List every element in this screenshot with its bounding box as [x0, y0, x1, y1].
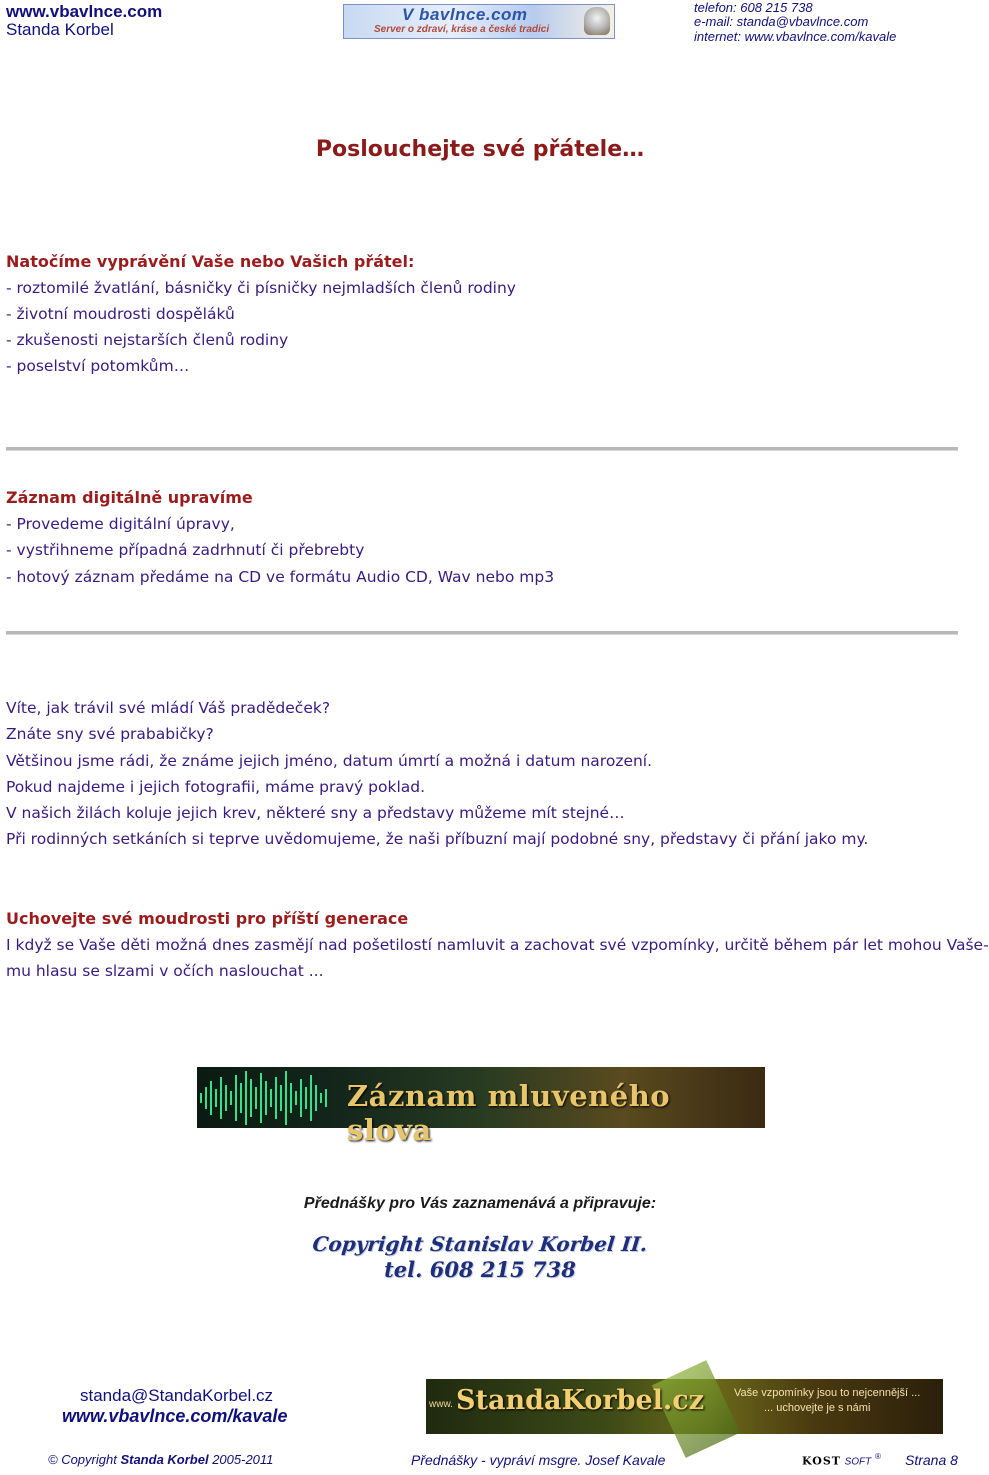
section2-line: - hotový záznam předáme na CD ve formátu Audio CD, Wav nebo mp3 [6, 568, 555, 586]
audio-banner [197, 1067, 765, 1147]
section4-line: I když se Vaše děti možná dnes zasmějí nad pošetilostí namluvit a zachovat své vzpomínky, určitě během pár let mohou Vaše- [6, 936, 989, 954]
footer-web: www.vbavlnce.com/kavale [62, 1406, 288, 1426]
divider [6, 631, 958, 635]
section1-line: - poselství potomkům… [6, 357, 190, 375]
footer-email: standa@StandaKorbel.cz [80, 1386, 274, 1405]
section3-line: Pokud najdeme i jejich fotografii, máme pravý poklad. [6, 778, 426, 796]
divider [6, 447, 958, 451]
registered-icon: ® [874, 1452, 881, 1461]
header-email: e-mail: standa@vbavlnce.com [694, 14, 869, 29]
section2-heading: Záznam digitálně upravíme [6, 488, 253, 507]
section3-line: Víte, jak trávil své mládí Váš pradědeček? [6, 699, 331, 717]
audio-banner-text: Záznam mluveného slova [347, 1079, 671, 1147]
copyright-years: 2005-2011 [212, 1452, 274, 1467]
header-phone: telefon: 608 215 738 [694, 0, 813, 15]
section2-line: - vystřihneme případná zadrhnutí či přebrebty [6, 541, 365, 559]
presenter-line: Přednášky pro Vás zaznamenává a připravuje: [303, 1195, 657, 1212]
section1-line: - roztomilé žvatlání, básničky či písničky nejmladších členů rodiny [6, 279, 516, 297]
footer-kost-logo [802, 1452, 881, 1467]
section3-line: Znáte sny své prababičky? [6, 725, 214, 743]
section3-line: Při rodinných setkáních si teprve uvědomujeme, že naši příbuzní mají podobné sny, představy či přání jako my. [6, 830, 869, 848]
footer-banner-tagline: Vaše vzpomínky jsou to nejcennější ... [734, 1387, 921, 1399]
cat-icon [584, 7, 610, 35]
header-banner-subtitle: Server o zdraví, kráse a české tradici [374, 24, 550, 35]
header-banner [343, 4, 615, 39]
copyright-signature: Copyright Stanislav Korbel II. [311, 1232, 649, 1256]
footer-banner-title: StandaKorbel.cz [456, 1385, 705, 1416]
section4-line: mu hlasu se slzami v očích naslouchat ... [6, 962, 324, 980]
footer-banner [426, 1379, 943, 1434]
copyright-prefix: © Copyright [48, 1452, 117, 1467]
header-banner-title: V bavlnce.com [402, 5, 528, 24]
footer-copyright [48, 1452, 273, 1467]
header-site: www.vbavlnce.com [6, 2, 163, 21]
page-number: Strana 8 [905, 1452, 958, 1468]
soft-logo-text: SOFT [844, 1456, 872, 1468]
section2-line: - Provedeme digitální úpravy, [6, 515, 235, 533]
section1-line: - životní moudrosti dospěláků [6, 305, 235, 323]
page-title: Poslouchejte své přátele… [315, 137, 645, 162]
section3-line: Většinou jsme rádi, že známe jejich jméno, datum úmrtí a možná i datum narození. [6, 752, 653, 770]
copyright-name: Standa Korbel [120, 1452, 209, 1467]
header-web: internet: www.vbavlnce.com/kavale [694, 29, 897, 44]
header-name: Standa Korbel [6, 20, 114, 39]
kost-logo-text: KOST [802, 1454, 841, 1468]
footer-banner-prefix: www. [429, 1399, 453, 1410]
section1-heading: Natočíme vyprávění Vaše nebo Vašich přátel: [6, 252, 415, 271]
waveform-icon [197, 1067, 347, 1128]
telephone-signature: tel. 608 215 738 [384, 1257, 576, 1282]
footer-center: Přednášky - vypráví msgre. Josef Kavale [411, 1452, 666, 1468]
footer-banner-tagline: ... uchovejte je s námi [764, 1402, 871, 1414]
section3-line: V našich žilách koluje jejich krev, některé sny a představy můžeme mít stejné… [6, 804, 625, 822]
section4-heading: Uchovejte své moudrosti pro příští generace [6, 909, 409, 928]
section1-line: - zkušenosti nejstarších členů rodiny [6, 331, 289, 349]
